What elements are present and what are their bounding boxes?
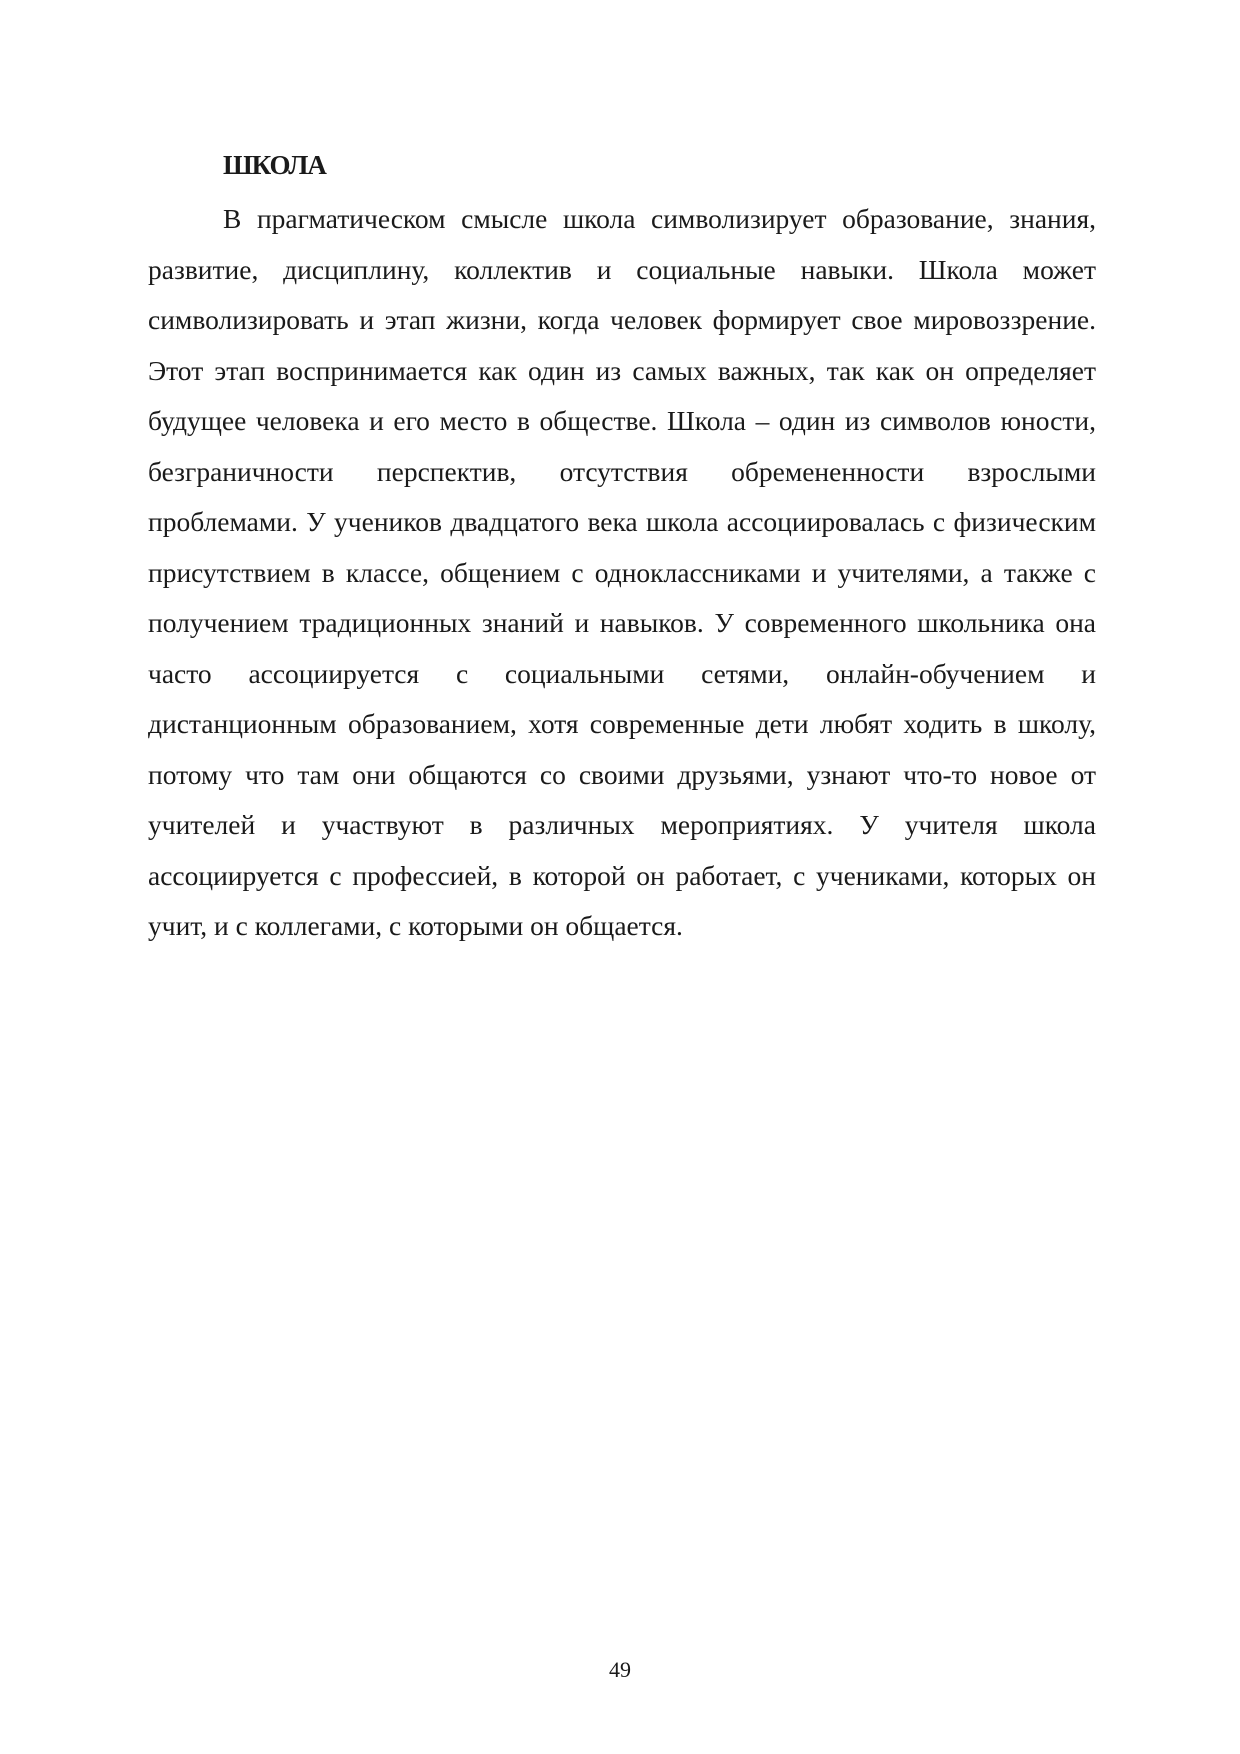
page-number: 49 [609, 1657, 631, 1682]
body-paragraph: В прагматическом смысле школа символизирует образование, знания, развитие, дисциплину, коллектив и социальные навыки. Школа может символизировать и этап жизни, когда человек формирует свое мировоззрение. Этот этап воспринимается как один из самых важных, так как он определяет будущее человека и его место в обществе. Школа – один из символов юности, безграничности перспектив, отсутствия обремененности взрослыми проблемами. У учеников двадцатого века школа ассоциировалась с физическим присутствием в классе, общением с одноклассниками и учителями, а также с получением традиционных знаний и навыков. У современного школьника она часто ассоциируется с социальными сетями, онлайн-обучением и дистанционным образованием, хотя современные дети любят ходить в школу, потому что там они общаются со своими друзьями, узнают что-то новое от учителей и участвуют в различных мероприятиях. У учителя школа ассоциируется с профессией, в которой он работает, с учениками, которых он учит, и с коллегами, с которыми он общается. [148, 203, 1096, 941]
section-heading: ШКОЛА [223, 150, 326, 180]
